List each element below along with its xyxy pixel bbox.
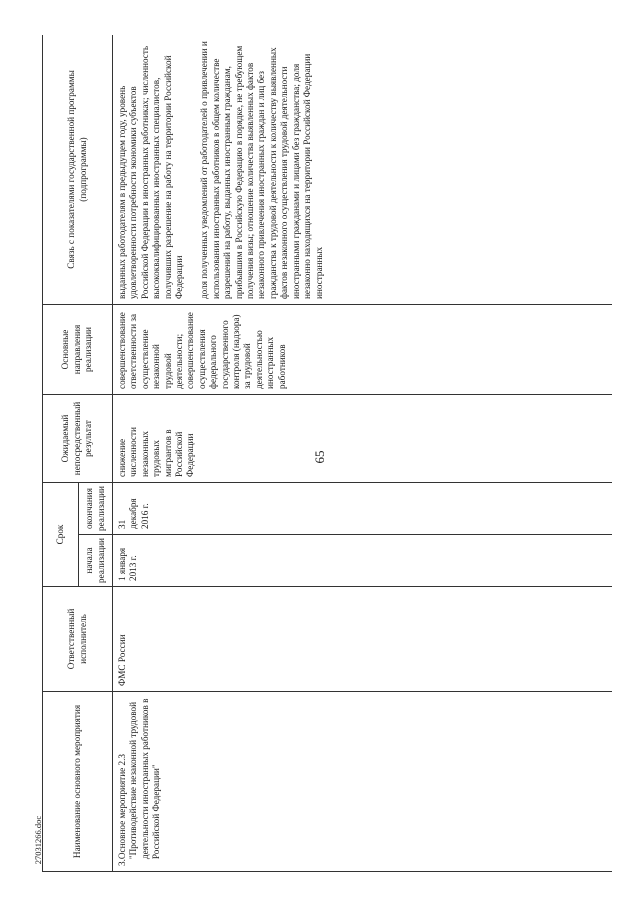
cell-end	[113, 483, 613, 535]
result-text: снижение численности незаконных трудовых мигрантов в Российской Федерации	[117, 427, 196, 477]
continuation-text: выданных работодателям в предыдущем году, уровень удовлетворенности потребности экономики субъектов Российской Федерации в иностранных работниках; численность высококвалифицированных иностранных специалистов, получивших разрешение на работу на территории Российской Федерации	[117, 45, 185, 299]
row-number: 3.	[117, 859, 127, 866]
cell-start	[113, 535, 613, 587]
header-name: Наименование основного мероприятия	[43, 692, 113, 872]
cell-result	[113, 395, 613, 483]
cell-executor	[113, 587, 613, 692]
header-result: Ожидаемый непосредственный результат	[43, 395, 113, 483]
header-directions: Основные направления реализации	[43, 305, 113, 395]
header-term-end: окончания реализации	[79, 483, 113, 535]
header-term: Срок	[43, 483, 79, 587]
rotated-table-area	[42, 35, 612, 872]
header-link: Связь с показателями государственной программы (подпрограммы)	[43, 35, 113, 305]
link-text: доля полученных уведомлений от работодателей о привлечении и использовании иностранных работников в общем количестве разрешений на работу, выданных иностранным гражданам, прибывшим в Российскую Федерацию в порядке, не требующем получения визы; отношение количества выявленных фактов незаконного привлечения иностранных граждан и лиц без гражданства к трудовой деятельности к количеству выявленных фактов незаконного осуществления трудовой деятельности иностранными гражданами и лицами без гражданства; доля незаконно находящихся на территории Российской Федерации иностранных	[199, 41, 324, 299]
table-row	[113, 35, 613, 872]
page-number: 65	[312, 450, 327, 464]
cell-name	[113, 692, 613, 872]
cell-directions	[113, 305, 613, 395]
landscape-page	[42, 35, 612, 872]
document-code: 27031266.doc	[33, 815, 43, 865]
cell-link	[113, 35, 613, 305]
header-executor: Ответственный исполнитель	[43, 587, 113, 692]
table-header-row	[43, 35, 79, 872]
measures-table	[42, 35, 612, 872]
measure-name: Основное мероприятие 2.3 "Противодействие незаконной трудовой деятельности иностранных работников в Российской Федерации"	[117, 698, 162, 860]
directions-text: совершенствование ответственности за осуществление незаконной трудовой деятельности; совершенствование осуществления федерального государственного контроля (надзора) за трудовой деятельностью иностранных работников	[117, 312, 287, 389]
executor-text: ФМС России	[117, 634, 127, 686]
end-date: 31 декабря 2016 г.	[117, 498, 150, 529]
start-date: 1 января 2013 г.	[117, 547, 139, 581]
header-term-start: начала реализации	[79, 535, 113, 587]
